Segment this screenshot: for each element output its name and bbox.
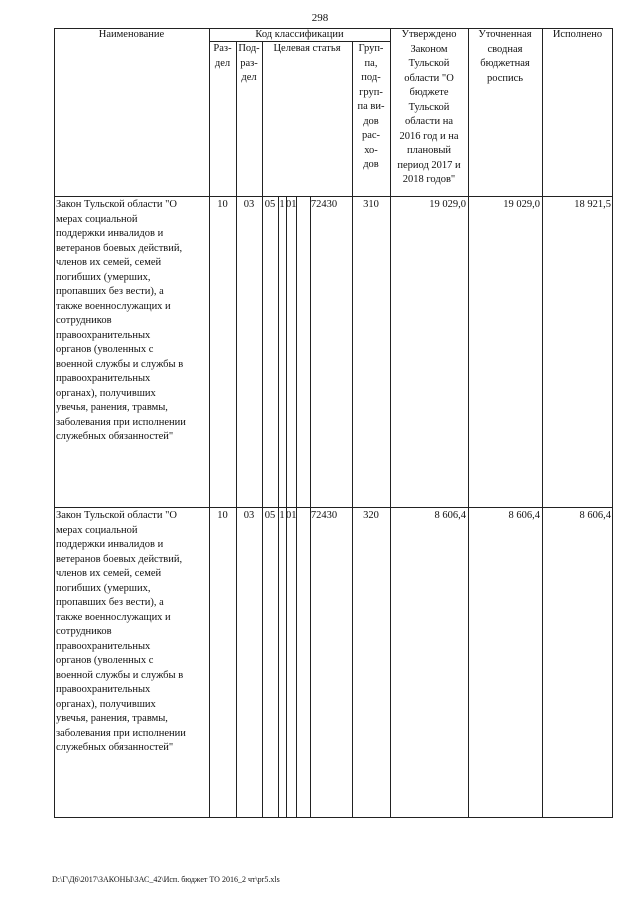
row2-section: 10: [217, 510, 228, 521]
page-number: 298: [311, 12, 329, 24]
row2-refined: 8 606,4: [508, 510, 540, 521]
row2-approved: 8 606,4: [434, 510, 466, 521]
row1-refined: 19 029,0: [503, 199, 540, 210]
row2-group: 320: [363, 510, 379, 521]
header-expense-group: Груп- па, под- груп- па ви- дов рас- хо- дов: [357, 43, 385, 170]
budget-table: [54, 28, 613, 818]
row1-approved: 19 029,0: [429, 199, 466, 210]
row1-group: 310: [363, 199, 379, 210]
row2-executed: 8 606,4: [579, 510, 611, 521]
row2-target-3: 01: [286, 510, 297, 521]
row1-target-3: 01: [286, 199, 297, 210]
header-target-article: Целевая статья: [273, 43, 341, 54]
row1-name: Закон Тульской области "О мерах социальной поддержки инвалидов и ветеранов боевых действий, членов их семей, семей погибших (умерших, пропавших без вести), а также военнослужащих и сотрудников правоохранительных органов (уволенных с военной службы и службы в правоохранительных органах), получивших увечья, ранения, травмы, заболевания при исполнении служебных обязанностей": [56, 199, 186, 442]
row2-target-2: 1: [279, 510, 285, 521]
row1-section: 10: [217, 199, 228, 210]
header-name: Наименование: [98, 29, 165, 40]
row1-subsection: 03: [243, 199, 255, 210]
header-approved: Утверждено Законом Тульской области "О бюджете Тульской области на 2016 год и на плановый период 2017 и 2018 годов": [397, 29, 461, 185]
header-subsection: Под- раз- дел: [238, 43, 260, 83]
row2-name: Закон Тульской области "О мерах социальной поддержки инвалидов и ветеранов боевых действий, членов их семей, семей погибших (умерших, пропавших без вести), а также военнослужащих и сотрудников правоохранительных органов (уволенных с военной службы и службы в правоохранительных органах), получивших увечья, ранения, травмы, заболевания при исполнении служебных обязанностей": [56, 510, 186, 753]
header-executed: Исполнено: [552, 29, 603, 40]
header-refined: Уточненная сводная бюджетная роспись: [478, 29, 532, 84]
row1-executed: 18 921,5: [574, 199, 611, 210]
header-section: Раз- дел: [213, 43, 232, 69]
row2-target-1: 05: [264, 510, 276, 521]
footer-file-path: D:\Г\Д6\2017\ЗАКОНЫ\ЗАС_42\Исп. бюджет ТО 2016_2 чт\pr5.xls: [52, 875, 280, 884]
row1-target-1: 05: [264, 199, 276, 210]
header-classification: Код классификации: [255, 29, 344, 40]
row1-target-4: 72430: [310, 199, 338, 210]
row1-target-2: 1: [279, 199, 285, 210]
row2-subsection: 03: [243, 510, 255, 521]
row2-target-4: 72430: [310, 510, 338, 521]
